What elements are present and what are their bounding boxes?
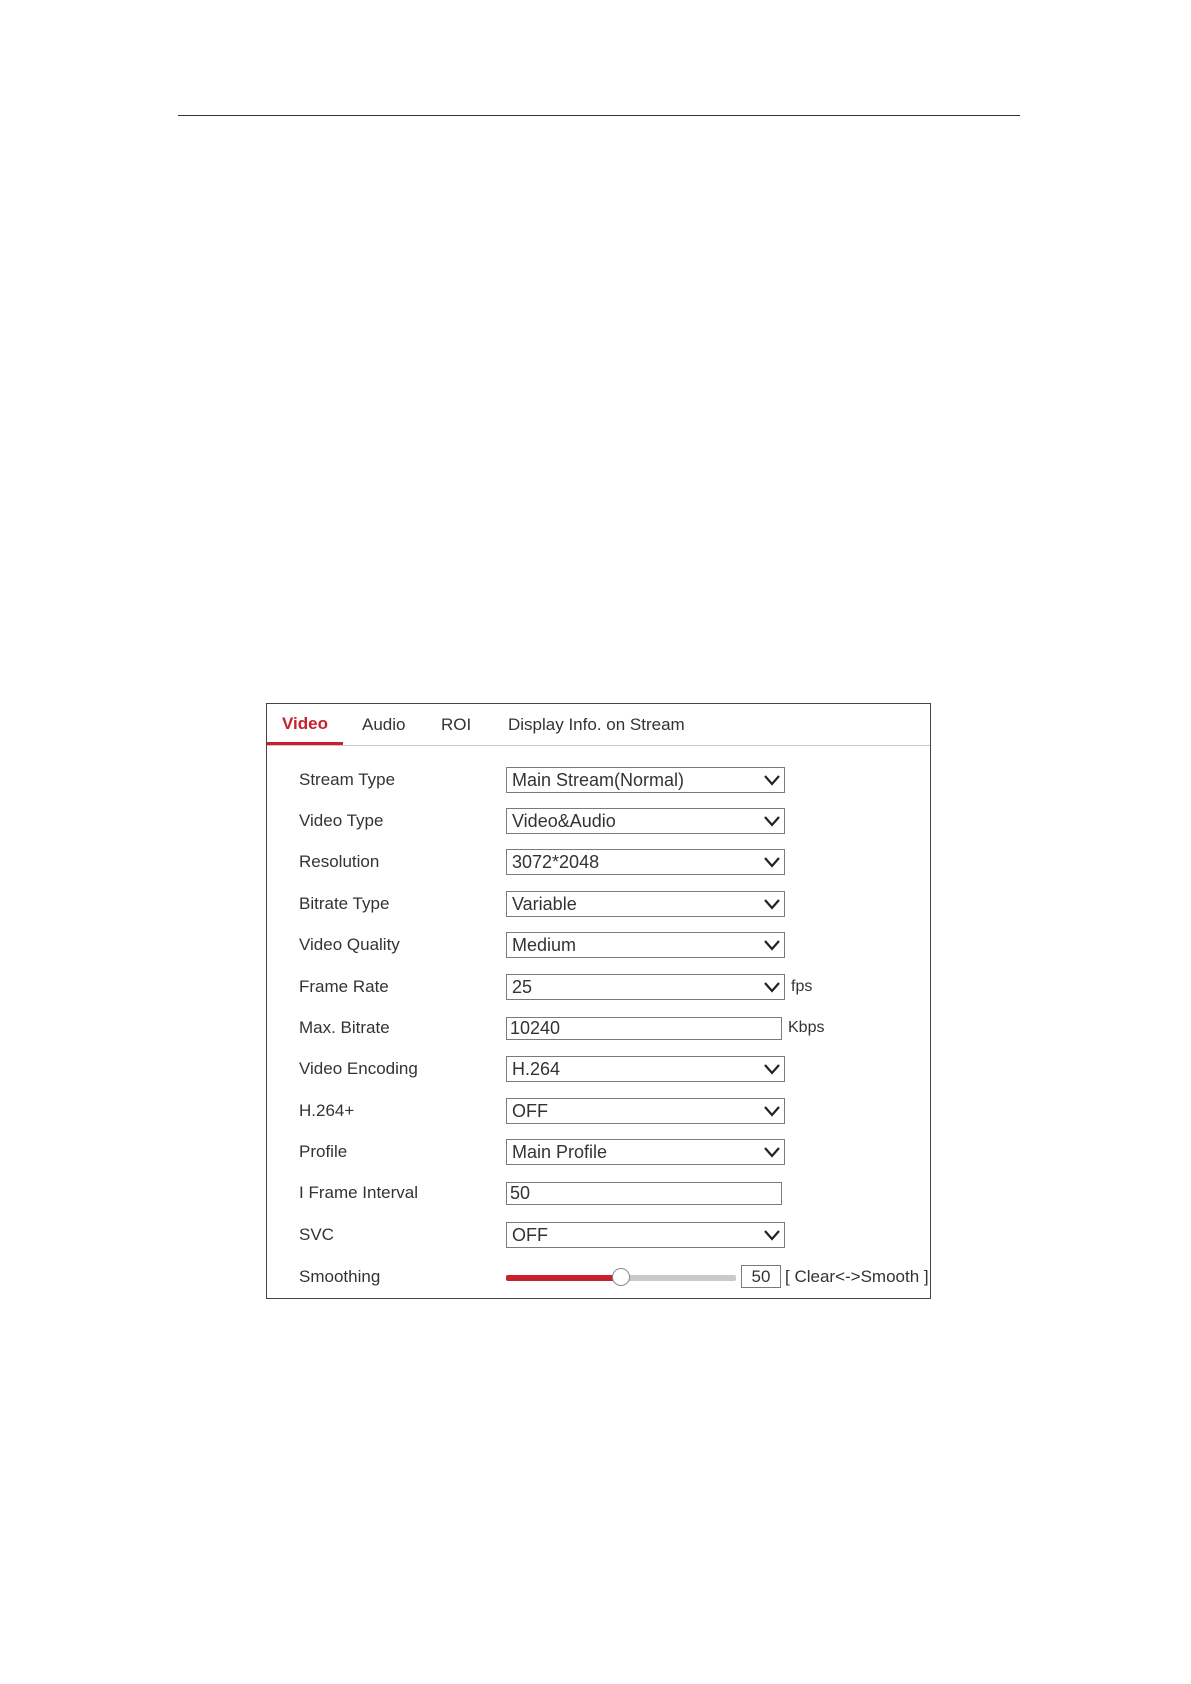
row-svc (267, 1222, 930, 1250)
frame-rate-label: Frame Rate (299, 977, 389, 996)
frame-rate-unit: fps (791, 978, 813, 995)
stream-type-select[interactable] (506, 767, 785, 793)
smoothing-value-input[interactable]: 50 (741, 1265, 781, 1288)
bitrate-type-value: Variable (512, 894, 577, 914)
profile-value: Main Profile (512, 1142, 608, 1162)
chevron-down-icon (764, 980, 780, 994)
resolution-select[interactable] (506, 849, 785, 875)
chevron-down-icon (764, 814, 780, 828)
tab-roi[interactable]: ROI (441, 715, 472, 734)
frame-rate-select[interactable] (506, 974, 785, 1000)
h264-plus-value: OFF (512, 1101, 548, 1121)
stream-type-label: Stream Type (299, 770, 396, 789)
resolution-label: Resolution (299, 852, 380, 871)
tab-bar (267, 704, 930, 746)
smoothing-slider-handle[interactable] (612, 1268, 630, 1286)
chevron-down-icon (764, 1104, 780, 1118)
smoothing-hint: [ Clear<->Smooth ] (785, 1267, 929, 1286)
video-quality-label: Video Quality (299, 935, 400, 954)
row-max-bitrate (267, 1015, 930, 1043)
video-encoding-label: Video Encoding (299, 1059, 418, 1078)
row-bitrate-type (267, 891, 930, 919)
svc-label: SVC (299, 1225, 334, 1244)
row-video-quality (267, 932, 930, 960)
page-header-rule (178, 115, 1020, 116)
chevron-down-icon (764, 855, 780, 869)
row-i-frame-interval (267, 1180, 930, 1208)
resolution-value: 3072*2048 (512, 852, 600, 872)
max-bitrate-unit: Kbps (788, 1019, 825, 1036)
tab-video[interactable]: Video (267, 704, 343, 745)
bitrate-type-select[interactable] (506, 891, 785, 917)
video-encoding-value: H.264 (512, 1059, 561, 1079)
chevron-down-icon (764, 1145, 780, 1159)
smoothing-slider-track[interactable] (621, 1275, 736, 1281)
row-video-type (267, 808, 930, 836)
max-bitrate-label: Max. Bitrate (299, 1018, 390, 1037)
chevron-down-icon (764, 897, 780, 911)
smoothing-slider-fill[interactable] (506, 1275, 621, 1281)
video-type-label: Video Type (299, 811, 384, 830)
chevron-down-icon (764, 1228, 780, 1242)
i-frame-interval-input[interactable]: 50 (506, 1182, 782, 1205)
video-settings-panel (266, 703, 931, 1299)
tab-audio[interactable]: Audio (362, 715, 406, 734)
row-frame-rate (267, 974, 930, 1002)
h264-plus-label: H.264+ (299, 1101, 355, 1120)
video-type-value: Video&Audio (512, 811, 616, 831)
row-profile (267, 1139, 930, 1167)
video-quality-value: Medium (512, 935, 577, 955)
max-bitrate-input[interactable]: 10240 (506, 1017, 782, 1040)
row-video-encoding (267, 1056, 930, 1084)
frame-rate-value: 25 (512, 977, 533, 997)
video-encoding-select[interactable] (506, 1056, 785, 1082)
svc-value: OFF (512, 1225, 548, 1245)
video-type-select[interactable] (506, 808, 785, 834)
tab-display-info-on-stream[interactable]: Display Info. on Stream (508, 715, 685, 734)
chevron-down-icon (764, 1062, 780, 1076)
profile-select[interactable] (506, 1139, 785, 1165)
row-h264-plus (267, 1098, 930, 1126)
profile-label: Profile (299, 1142, 348, 1161)
h264-plus-select[interactable] (506, 1098, 785, 1124)
chevron-down-icon (764, 938, 780, 952)
stream-type-value: Main Stream(Normal) (512, 770, 685, 790)
row-resolution (267, 849, 930, 877)
row-smoothing (267, 1264, 930, 1292)
smoothing-label: Smoothing (299, 1267, 381, 1286)
chevron-down-icon (764, 773, 780, 787)
svc-select[interactable] (506, 1222, 785, 1248)
video-quality-select[interactable] (506, 932, 785, 958)
bitrate-type-label: Bitrate Type (299, 894, 390, 913)
row-stream-type (267, 767, 930, 795)
i-frame-interval-label: I Frame Interval (299, 1183, 419, 1202)
